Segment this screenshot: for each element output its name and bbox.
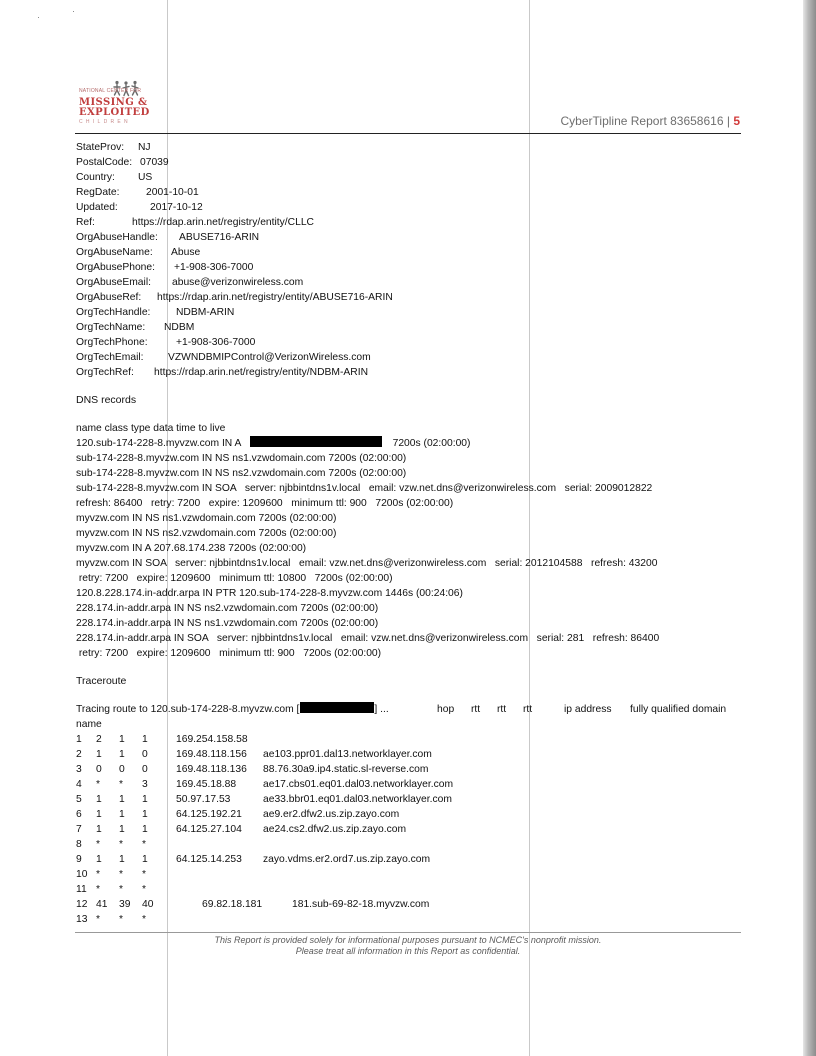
- registration-key: Country:: [76, 172, 115, 183]
- dns-record-line: myvzw.com IN SOA server: njbbintdns1v.local email: vzw.net.dns@verizonwireless.com serial: 2012104588 refresh: 43200: [76, 558, 658, 569]
- footer-divider: [75, 932, 741, 933]
- logo-tagline: NATIONAL CENTER FOR: [79, 88, 142, 94]
- registration-key: OrgAbuseName:: [76, 247, 153, 258]
- registration-key: OrgTechHandle:: [76, 307, 151, 318]
- rtt-value: 41: [96, 899, 108, 910]
- rtt-value: 1: [119, 809, 125, 820]
- rtt-value: 2: [96, 734, 102, 745]
- footer-line-1: This Report is provided solely for informational purposes pursuant to NCMEC's nonprofit mission.: [214, 935, 602, 945]
- traceroute-row: [76, 762, 776, 777]
- registration-row: [76, 200, 776, 215]
- rtt-value: 0: [142, 764, 148, 775]
- registration-row: [76, 215, 776, 230]
- rtt-value: 0: [142, 749, 148, 760]
- hop-number: 9: [76, 854, 82, 865]
- registration-value: NJ: [138, 142, 151, 153]
- hop-ip-address: 64.125.192.21: [176, 809, 242, 820]
- report-title-text: CyberTipline Report 83658616 |: [560, 114, 730, 128]
- traceroute-row: [76, 732, 776, 747]
- hop-number: 3: [76, 764, 82, 775]
- report-title: [520, 114, 740, 128]
- page-edge-shadow: [803, 0, 816, 1056]
- hop-fqdn: ae17.cbs01.eq01.dal03.networklayer.com: [263, 779, 454, 790]
- traceroute-row: [76, 882, 776, 897]
- rtt-value: 1: [142, 734, 148, 745]
- rtt-value: *: [119, 869, 124, 880]
- registration-row: [76, 170, 776, 185]
- rtt-value: 0: [119, 764, 125, 775]
- hop-ip-address: 169.48.118.156: [176, 749, 247, 760]
- rtt-value: *: [96, 839, 101, 850]
- registration-row: [76, 185, 776, 200]
- dns-a-record-ttl: 7200s (02:00:00): [392, 438, 471, 449]
- hop-number: 13: [76, 914, 88, 925]
- rtt-value: *: [96, 914, 101, 925]
- rtt-value: 1: [142, 794, 148, 805]
- hop-number: 8: [76, 839, 82, 850]
- footer-line-2: Please treat all information in this Report as confidential.: [295, 946, 521, 956]
- footer-notice: [75, 935, 741, 957]
- rtt-value: 1: [96, 749, 102, 760]
- registration-value: Abuse: [171, 247, 201, 258]
- registration-value: +1-908-306-7000: [174, 262, 254, 273]
- registration-value: VZWNDBMIPControl@VerizonWireless.com: [168, 352, 371, 363]
- rtt-value: 3: [142, 779, 148, 790]
- col-fqdn: fully qualified domain: [630, 704, 727, 715]
- dns-a-record-name: 120.sub-174-228-8.myvzw.com IN A: [76, 438, 241, 449]
- hop-ip-address: 69.82.18.181: [202, 899, 263, 910]
- registration-value: ABUSE716-ARIN: [179, 232, 260, 243]
- rtt-value: *: [96, 869, 101, 880]
- rtt-value: *: [142, 914, 147, 925]
- registration-value: https://rdap.arin.net/registry/entity/NDBM-ARIN: [154, 367, 369, 378]
- registration-key: OrgAbuseRef:: [76, 292, 142, 303]
- registration-row: [76, 245, 776, 260]
- registration-key: OrgTechRef:: [76, 367, 134, 378]
- rtt-value: *: [142, 884, 147, 895]
- registration-row: [76, 155, 776, 170]
- redaction-bar: [250, 436, 382, 447]
- rtt-value: 0: [96, 764, 102, 775]
- dns-record-line: 228.174.in-addr.arpa IN NS ns2.vzwdomain.com 7200s (02:00:00): [76, 603, 379, 614]
- registration-value: https://rdap.arin.net/registry/entity/CLLC: [132, 217, 314, 228]
- registration-key: OrgAbuseEmail:: [76, 277, 151, 288]
- tracing-target: Tracing route to 120.sub-174-228-8.myvzw.com [: [76, 704, 300, 715]
- tracing-route-line: [76, 702, 776, 717]
- dns-record-line: sub-174-228-8.myvzw.com IN NS ns1.vzwdomain.com 7200s (02:00:00): [76, 453, 407, 464]
- rtt-value: 1: [96, 809, 102, 820]
- rtt-value: *: [96, 779, 101, 790]
- registration-value: 2017-10-12: [150, 202, 203, 213]
- hop-number: 10: [76, 869, 88, 880]
- registration-key: RegDate:: [76, 187, 120, 198]
- dns-columns-header: name class type data time to live: [76, 423, 226, 434]
- hop-number: 5: [76, 794, 82, 805]
- rtt-value: *: [142, 839, 147, 850]
- hop-number: 4: [76, 779, 82, 790]
- registration-key: OrgTechEmail:: [76, 352, 144, 363]
- hop-ip-address: 169.254.158.58: [176, 734, 248, 745]
- traceroute-row: [76, 792, 776, 807]
- hop-fqdn: ae24.cs2.dfw2.us.zip.zayo.com: [263, 824, 407, 835]
- logo-text-exploited: EXPLOITED: [79, 107, 150, 118]
- dns-record-line: refresh: 86400 retry: 7200 expire: 1209600 minimum ttl: 900 7200s (02:00:00): [76, 498, 454, 509]
- registration-row: [76, 335, 776, 350]
- rtt-value: 1: [119, 734, 125, 745]
- traceroute-row: [76, 867, 776, 882]
- registration-row: [76, 140, 776, 155]
- page-number: 5: [733, 114, 740, 128]
- rtt-value: *: [96, 884, 101, 895]
- col-rtt: rtt: [497, 704, 507, 715]
- spacer: [76, 689, 776, 702]
- dns-record-line: 228.174.in-addr.arpa IN NS ns1.vzwdomain.com 7200s (02:00:00): [76, 618, 379, 629]
- hop-fqdn: zayo.vdms.er2.ord7.us.zip.zayo.com: [263, 854, 431, 865]
- rtt-value: *: [142, 869, 147, 880]
- dns-record-line: retry: 7200 expire: 1209600 minimum ttl: 10800 7200s (02:00:00): [76, 573, 393, 584]
- registration-row: [76, 320, 776, 335]
- rtt-value: 1: [142, 809, 148, 820]
- dns-record-line: sub-174-228-8.myvzw.com IN SOA server: njbbintdns1v.local email: vzw.net.dns@verizonwireless.com serial: 2009012822: [76, 483, 653, 494]
- report-body: [76, 140, 776, 927]
- rtt-value: 1: [96, 824, 102, 835]
- traceroute-hops: [76, 732, 776, 927]
- col-name-wrap: name: [76, 719, 102, 730]
- rtt-value: 1: [96, 794, 102, 805]
- hop-number: 12: [76, 899, 88, 910]
- dns-record-line: 120.8.228.174.in-addr.arpa IN PTR 120.sub-174-228-8.myvzw.com 1446s (00:24:06): [76, 588, 463, 599]
- hop-fqdn: ae9.er2.dfw2.us.zip.zayo.com: [263, 809, 400, 820]
- registration-value: https://rdap.arin.net/registry/entity/ABUSE716-ARIN: [157, 292, 393, 303]
- registration-row: [76, 365, 776, 380]
- registration-row: [76, 290, 776, 305]
- logo-text-children: CHILDREN: [79, 119, 131, 125]
- registration-row: [76, 350, 776, 365]
- hop-number: 6: [76, 809, 82, 820]
- rtt-value: *: [119, 884, 124, 895]
- hop-ip-address: 169.45.18.88: [176, 779, 237, 790]
- hop-ip-address: 169.48.118.136: [176, 764, 247, 775]
- dns-record-line: myvzw.com IN A 207.68.174.238 7200s (02:00:00): [76, 543, 307, 554]
- registration-key: Updated:: [76, 202, 118, 213]
- dns-records: [76, 451, 776, 661]
- spacer: [76, 661, 776, 674]
- registration-row: [76, 260, 776, 275]
- traceroute-row: [76, 822, 776, 837]
- registration-key: OrgTechPhone:: [76, 337, 148, 348]
- rtt-value: *: [119, 914, 124, 925]
- rtt-value: *: [119, 779, 124, 790]
- registration-key: PostalCode:: [76, 157, 133, 168]
- hop-number: 1: [76, 734, 82, 745]
- rtt-value: 40: [142, 899, 154, 910]
- registration-value: +1-908-306-7000: [176, 337, 256, 348]
- rtt-value: 1: [119, 749, 125, 760]
- hop-fqdn: 88.76.30a9.ip4.static.sl-reverse.com: [263, 764, 429, 775]
- registration-key: OrgTechName:: [76, 322, 146, 333]
- hop-number: 2: [76, 749, 82, 760]
- traceroute-row: [76, 807, 776, 822]
- tracing-ellipsis: ] ...: [374, 704, 389, 715]
- rtt-value: 1: [119, 854, 125, 865]
- rtt-value: 1: [142, 824, 148, 835]
- traceroute-row: [76, 912, 776, 927]
- col-ip-address: ip address: [564, 704, 612, 715]
- dns-record-line: myvzw.com IN NS ns1.vzwdomain.com 7200s (02:00:00): [76, 513, 337, 524]
- traceroute-row: [76, 747, 776, 762]
- traceroute-row: [76, 897, 776, 912]
- dns-record-line: 228.174.in-addr.arpa IN SOA server: njbbintdns1v.local email: vzw.net.dns@verizonwireless.com serial: 281 refresh: 86400: [76, 633, 660, 644]
- hop-ip-address: 64.125.14.253: [176, 854, 242, 865]
- registration-section: [76, 140, 776, 380]
- traceroute-row: [76, 852, 776, 867]
- col-hop: hop: [437, 704, 455, 715]
- col-rtt: rtt: [471, 704, 481, 715]
- dns-a-record: [76, 436, 776, 451]
- rtt-value: 1: [119, 824, 125, 835]
- rtt-value: 39: [119, 899, 131, 910]
- registration-value: abuse@verizonwireless.com: [172, 277, 304, 288]
- dns-record-line: sub-174-228-8.myvzw.com IN NS ns2.vzwdomain.com 7200s (02:00:00): [76, 468, 407, 479]
- registration-key: OrgAbusePhone:: [76, 262, 155, 273]
- dns-record-line: myvzw.com IN NS ns2.vzwdomain.com 7200s (02:00:00): [76, 528, 337, 539]
- registration-key: OrgAbuseHandle:: [76, 232, 158, 243]
- traceroute-row: [76, 837, 776, 852]
- spacer: [76, 380, 776, 393]
- rtt-value: 1: [119, 794, 125, 805]
- registration-value: NDBM-ARIN: [176, 307, 235, 318]
- registration-key: Ref:: [76, 217, 95, 228]
- rtt-value: 1: [142, 854, 148, 865]
- registration-value: 07039: [140, 157, 169, 168]
- rtt-value: 1: [96, 854, 102, 865]
- hop-ip-address: 50.97.17.53: [176, 794, 231, 805]
- scan-speck: ·: [37, 12, 40, 22]
- registration-value: US: [138, 172, 153, 183]
- registration-row: [76, 275, 776, 290]
- header-divider: [75, 133, 741, 134]
- redaction-bar: [300, 702, 374, 713]
- hop-fqdn: ae33.bbr01.eq01.dal03.networklayer.com: [263, 794, 452, 805]
- col-rtt: rtt: [523, 704, 533, 715]
- hop-number: 11: [76, 884, 87, 895]
- dns-heading: DNS records: [76, 394, 137, 406]
- hop-ip-address: 64.125.27.104: [176, 824, 242, 835]
- scan-speck: ·: [72, 6, 75, 16]
- hop-fqdn: ae103.ppr01.dal13.networklayer.com: [263, 749, 432, 760]
- traceroute-row: [76, 777, 776, 792]
- registration-key: StateProv:: [76, 142, 125, 153]
- spacer: [76, 408, 776, 421]
- hop-fqdn: 181.sub-69-82-18.myvzw.com: [292, 899, 430, 910]
- hop-number: 7: [76, 824, 82, 835]
- ncmec-logo: [79, 80, 189, 132]
- logo-text-missing: MISSING &: [79, 97, 148, 108]
- registration-row: [76, 230, 776, 245]
- rtt-value: *: [119, 839, 124, 850]
- registration-value: NDBM: [164, 322, 195, 333]
- registration-row: [76, 305, 776, 320]
- dns-record-line: retry: 7200 expire: 1209600 minimum ttl: 900 7200s (02:00:00): [76, 648, 382, 659]
- registration-value: 2001-10-01: [146, 187, 199, 198]
- traceroute-heading: Traceroute: [76, 675, 127, 687]
